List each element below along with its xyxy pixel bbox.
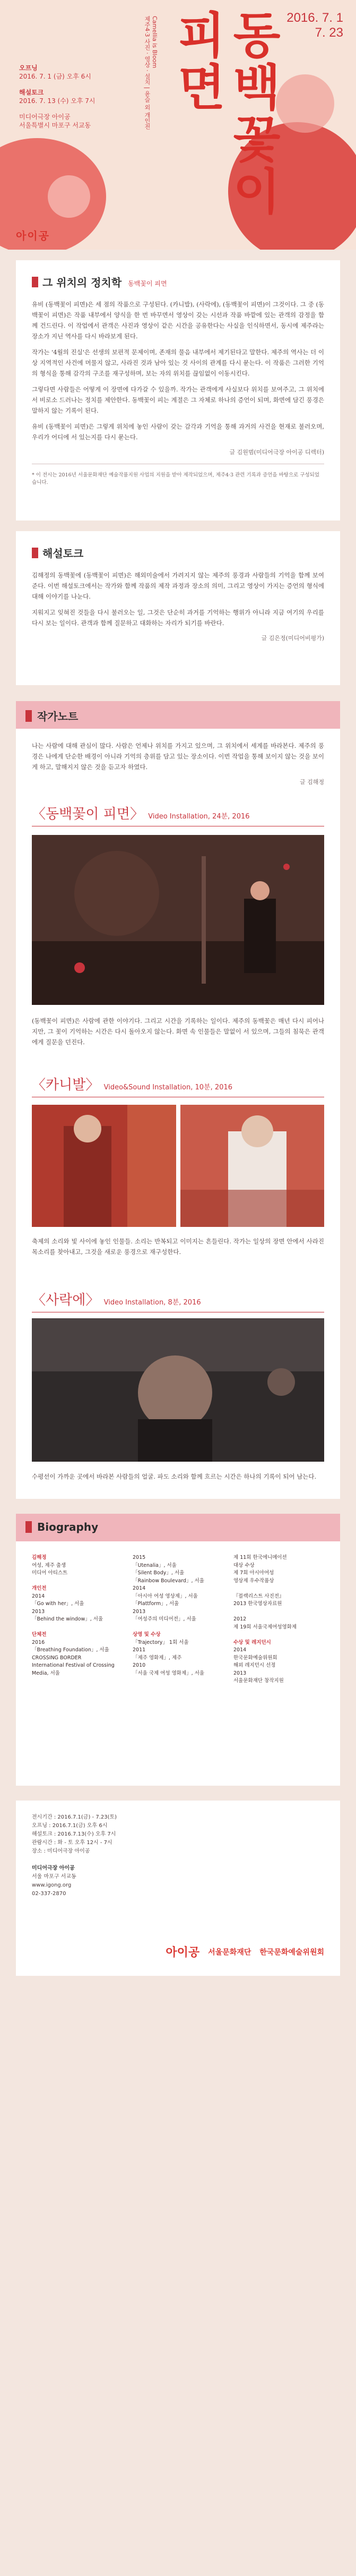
bio-line: 2014	[233, 1647, 247, 1653]
bio-column-2	[133, 1554, 228, 1677]
bio-line: 2011	[133, 1647, 146, 1653]
bio-line: 2016	[32, 1639, 45, 1645]
hero-title-wrap	[170, 10, 356, 233]
talk-signature: 글 김은정(미디어비평가)	[261, 635, 324, 642]
bio-line: International Festival of Crossing Media, 서울	[32, 1662, 115, 1676]
work-text: 수평선이 가까운 곳에서 바라본 사람들의 얼굴. 파도 소리와 함께 흐르는 시간은 하나의 기록이 되어 남는다.	[32, 1473, 317, 1480]
talk-paragraph: 김해정의 동백꽃에 (동백꽃이 피면)은 해외미술에서 가려지지 않는 제주의 풍경과 사람들의 기억을 함께 보여준다. 이번 해설토크에서는 작가와 함께 작품의 제작 과정과 장소의 의미, 그리고 영상이 가지는 증언의 형식에 대해 이야기를 나눈다.	[32, 572, 324, 600]
bio-line: 「Silent Body」, 서울	[133, 1570, 185, 1576]
bio-line: 대상 수상	[233, 1562, 255, 1568]
footer-line: 02-337-2870	[32, 1891, 66, 1897]
bio-line: 2013 한국영상자료원	[233, 1601, 282, 1607]
work-block	[32, 1074, 324, 1097]
opening-label: 오프닝	[19, 64, 38, 72]
aigong-logo: 아이공	[16, 231, 50, 242]
footer-logos	[166, 1943, 324, 1960]
bio-line: 「제주 영화제」, 제주	[133, 1654, 182, 1661]
footer-line	[32, 1856, 324, 1864]
bio-line: 수상 및 레지던시	[233, 1639, 271, 1645]
talk-label: 해설토크	[19, 89, 44, 96]
date-start: 2016. 7. 1	[286, 11, 343, 25]
bio-line	[32, 1577, 127, 1585]
bio-line: 2015	[133, 1555, 146, 1560]
vertical-subtitle: 제주4·3 사진 · 영상 · 설치 | 윤슬 외 개인전	[144, 16, 151, 130]
bio-line: 2012	[233, 1616, 247, 1622]
notes-title: 작가노트	[37, 710, 79, 723]
bio-line	[32, 1624, 127, 1632]
bio-line: 한국문화예술위원회	[233, 1654, 277, 1661]
talk-value: 2016. 7. 13 (수) 오후 7시	[19, 97, 95, 105]
essay-paragraph: 유비 (동백꽃이 피면)은 그렇게 위치에 놓인 사람이 갖는 감각과 기억을 통해 과거의 사건을 현재로 불러오며, 우리가 어디에 서 있는지를 다시 묻는다.	[32, 423, 324, 441]
hero-info	[19, 64, 95, 130]
bio-title: Biography	[37, 1521, 99, 1533]
opening-value: 2016. 7. 1 (금) 오후 6시	[19, 73, 91, 80]
address: 서울특별시 마포구 서교동	[19, 122, 91, 129]
bio-line: 2010	[133, 1662, 146, 1668]
notes-card	[16, 729, 340, 1499]
bio-line: 「Utenalia」, 서울	[133, 1562, 177, 1568]
essay-footnote: * 이 전시는 2016년 서울문화재단 예술작품지원 사업의 지원을 받아 제작되었으며, 제주4·3 관련 기록과 증언을 바탕으로 구성되었습니다.	[32, 472, 320, 485]
work-title: 〈동백꽃이 피면〉	[32, 806, 144, 822]
bio-line: 2013	[233, 1670, 247, 1676]
footer-line: 해설토크 : 2016.7.13(수) 오후 7시	[32, 1831, 116, 1837]
bio-line: 여성, 제주 출생	[32, 1562, 66, 1568]
notes-header	[16, 701, 340, 729]
bio-line: 단체전	[32, 1632, 47, 1637]
carnival-still-right	[180, 1105, 324, 1227]
work-meta: Video Installation, 24분, 2016	[148, 813, 250, 821]
bio-line: 「아시아 여성 영상제」, 서울	[133, 1593, 198, 1599]
footer-card	[16, 1801, 340, 1976]
hero-poster	[0, 0, 356, 250]
bio-line	[133, 1624, 228, 1632]
talk-paragraph: 지워지고 잊혀진 것들을 다시 불러오는 일, 그것은 단순히 과거를 기억하는 행위가 아니라 지금 여기의 우리를 다시 보는 일이다. 관객과 함께 질문하고 대화하는 자리가 되기를 바란다.	[32, 609, 324, 627]
work-text: (동백꽃이 피면)은 사람에 관한 이야기다. 그리고 시간을 기록하는 일이다. 제주의 동백꽃은 매년 다시 피어나지만, 그 꽃이 기억하는 시간은 다시 돌아오지 않는다. 화면 속 인물들은 말없이 서 있으며, 그들의 침묵은 관객에게 질문을 던진다.	[32, 1017, 324, 1046]
bio-line: 「Trajectory」 1회 서울	[133, 1639, 189, 1645]
bio-line: 제 11회 한국에니메이션	[233, 1555, 287, 1560]
talk-card	[16, 531, 340, 685]
footer-info	[32, 1813, 324, 1898]
bio-line: 제 19회 서울국제여성영화제	[233, 1624, 297, 1630]
bio-line: 2013	[133, 1608, 146, 1615]
hero-vertical-text	[143, 16, 158, 130]
heading-bar	[25, 710, 32, 722]
heading-bar	[25, 1521, 32, 1533]
bio-line: 「Breathing Foundation」, 서울	[32, 1647, 109, 1653]
bio-line	[233, 1631, 329, 1639]
bio-line: 2014	[32, 1593, 45, 1599]
footer-line: www.igong.org	[32, 1882, 72, 1888]
sfac-logo: 서울문화재단	[208, 1947, 251, 1956]
date-end: 7. 23	[315, 25, 343, 40]
footer-line: 관람시간 : 화 - 토 오후 12시 - 7시	[32, 1840, 112, 1846]
camellia-blob	[48, 175, 90, 218]
aigong-logo: 아이공	[166, 1946, 200, 1959]
bio-line: CROSSING BORDER	[32, 1654, 82, 1661]
essay-heading	[32, 274, 324, 289]
footer-line: 미디어극장 아이공	[32, 1865, 75, 1871]
sarage-still	[32, 1318, 324, 1462]
camellia-film-still	[32, 835, 324, 1005]
work-image	[32, 835, 324, 1005]
bio-line: 미디어 아티스트	[32, 1570, 68, 1576]
essay-card	[16, 260, 340, 521]
bio-line: 『블랙리스트 사진전』	[233, 1593, 284, 1599]
arko-logo: 한국문화예술위원회	[259, 1947, 324, 1956]
talk-heading	[32, 545, 324, 560]
work-image	[180, 1105, 324, 1227]
bio-line: 상영 및 수상	[133, 1632, 161, 1637]
work-block	[32, 803, 324, 826]
bio-line: 개인전	[32, 1585, 47, 1591]
bio-line: 「여성주의 미디어전」, 서울	[133, 1616, 196, 1622]
work-title: 〈사락에〉	[32, 1292, 100, 1308]
footer-line: 장소 : 미디어극장 아이공	[32, 1848, 90, 1854]
bio-line: 「Plattform」, 서울	[133, 1601, 179, 1607]
bio-line	[233, 1608, 329, 1616]
bio-column-3	[233, 1554, 329, 1685]
footer-line: 전시기간 : 2016.7.1(금) - 7.23(토)	[32, 1814, 117, 1820]
work-text: 축제의 소리와 빛 사이에 놓인 인물들. 소리는 반복되고 이미지는 흔들린다. 작가는 일상의 장면 안에서 사라진 목소리를 찾아내고, 그것을 새로운 풍경으로 재구성한다.	[32, 1238, 324, 1256]
bio-line: 「Behind the window」, 서울	[32, 1616, 103, 1622]
bio-line: 해외 레지던시 선정	[233, 1662, 276, 1668]
bio-line: 「Go with her」, 서울	[32, 1601, 84, 1607]
talk-title: 해설토크	[42, 547, 84, 560]
bio-line	[233, 1585, 329, 1593]
heading-bar	[32, 548, 38, 558]
hero-dates	[286, 11, 343, 40]
artist-en: Camellia is Bloom	[151, 16, 158, 69]
work-meta: Video Installation, 8분, 2016	[103, 1299, 201, 1307]
bio-line: 서울문화재단 창작지원	[233, 1678, 284, 1684]
work-image	[32, 1105, 176, 1227]
essay-paragraph: 작가는 '4월의 진실'은 선생의 보편적 문제이며, 존재의 물음 내부에서 제기된다고 말한다. 제주의 역사는 더 이상 지역적인 사건에 머물지 않고, 사라진 것과 남아 있는 것 사이의 관계를 다시 묻는다. 이 작품은 그러한 기억의 형식을 통해 감각의 구조를 재구성하며, 보는 자의 위치를 끊임없이 이동시킨다.	[32, 348, 324, 377]
bio-line: 2013	[32, 1608, 45, 1615]
essay-subtitle: 동백꽃이 피면	[128, 279, 167, 287]
work-title: 〈카니발〉	[32, 1077, 100, 1093]
notes-signature: 글 김해정	[299, 779, 324, 786]
footer-line: 서울 마포구 서교동	[32, 1874, 76, 1880]
bio-card	[16, 1541, 340, 1786]
bio-line: 제 7회 아시아여성	[233, 1570, 274, 1576]
footer-line: 오프닝 : 2016.7.1(금) 오후 6시	[32, 1823, 108, 1829]
work-meta: Video&Sound Installation, 10분, 2016	[103, 1084, 232, 1091]
heading-bar	[32, 277, 38, 287]
notes-intro: 나는 사람에 대해 관심이 많다. 사람은 언제나 위치를 가지고 있으며, 그 위치에서 세계를 바라본다. 제주의 풍경은 나에게 단순한 배경이 아니라 기억의 층위를 담고 있는 장소이다. 이번 작업을 통해 보이지 않는 것을 보이게 하고, 말해지지 않은 것을 듣고자 하였다.	[32, 742, 324, 771]
bio-line: 2014	[133, 1585, 146, 1591]
essay-paragraph: 유비 (동백꽃이 피면)은 세 점의 작품으로 구성된다. (카니발), (사락에), (동백꽃이 피면)이 그것이다. 그 중 (동백꽃이 피면)은 작품 내부에서 양식을 한 번 바꾸면서 영상이 갖는 시선과 작품 바깥에 있는 관객의 감정을 함께 건드린다. 이 작업에서 관객은 사진과 영상이 같은 시간을 공유한다는 사실을 인식하면서, 동시에 제주라는 장소가 지닌 역사를 다시 바라보게 된다.	[32, 301, 324, 340]
work-image	[32, 1318, 324, 1462]
bio-column-1	[32, 1554, 127, 1677]
bio-line: 「서울 국제 여성 영화제」, 서울	[133, 1670, 205, 1676]
essay-paragraph: 그렇다면 사람들은 어떻게 이 장면에 다가갈 수 있을까. 작가는 관객에게 사실보다 위치를 보여주고, 그 위치에서 비로소 드러나는 정치를 제안한다. 동백꽃이 피는 계절은 그 자체로 하나의 증언이 되며, 화면에 담긴 풍경은 말하지 않는 기록이 된다.	[32, 386, 324, 414]
bio-line: 김해정	[32, 1555, 47, 1560]
venue-label: 미디어극장 아이공	[19, 113, 71, 121]
essay-signature: 글 김원범(미디어극장 아이공 디렉터)	[229, 449, 324, 456]
bio-line: 영상제 우수작품상	[233, 1577, 274, 1584]
carnival-still-left	[32, 1105, 176, 1227]
essay-title: 그 위치의 정치학	[42, 276, 122, 289]
bio-line: 「Rainbow Boulevard」, 서울	[133, 1577, 204, 1584]
bio-header	[16, 1514, 340, 1541]
hero-title: 동백꽃이 피면	[169, 10, 281, 218]
work-block	[32, 1289, 324, 1312]
